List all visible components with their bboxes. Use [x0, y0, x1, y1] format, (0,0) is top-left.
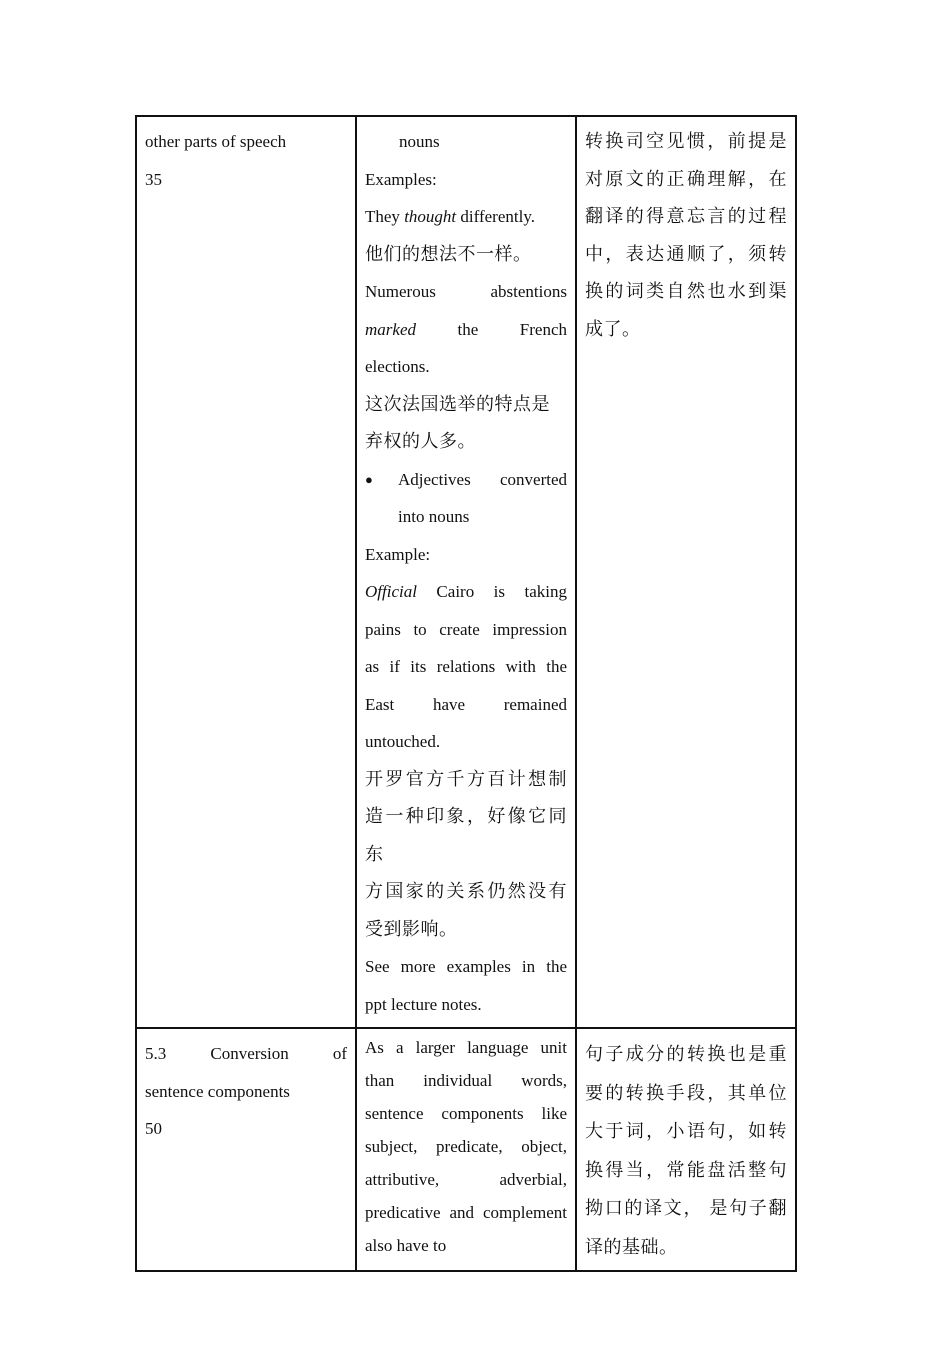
- topic-page-number: 50: [145, 1119, 162, 1138]
- bullet-text: Adjectives converted: [398, 469, 567, 489]
- example-sentence: pains to create impression: [365, 619, 567, 639]
- commentary-cell: [576, 1028, 796, 1271]
- example-translation: 方国家的关系仍然没有: [365, 881, 567, 901]
- commentary-text: 转换司空见惯，前提是对原文的正确理解，在翻译的得意忘言的过程中，表达通顺了，须转换的词类自然也水到渠成了。: [585, 131, 787, 339]
- example-sentence: They thought differently.: [365, 207, 535, 226]
- content-cell: [356, 116, 576, 1028]
- example-translation: 这次法国选举的特点是: [365, 393, 550, 414]
- bullet-text: into nouns: [398, 507, 470, 526]
- example-sentence: East have remained: [365, 694, 567, 714]
- example-sentence: Official Cairo is taking: [365, 582, 567, 601]
- table-row: [136, 1028, 796, 1271]
- bullet-icon: ●: [365, 471, 373, 487]
- subheading: nouns: [399, 132, 440, 151]
- table-row: [136, 116, 796, 1028]
- more-examples-note: ppt lecture notes.: [365, 994, 482, 1014]
- examples-label: Examples:: [365, 169, 437, 189]
- commentary-cell: [576, 116, 796, 1028]
- example-sentence: elections.: [365, 357, 430, 376]
- example-translation: 他们的想法不一样。: [365, 243, 532, 264]
- example-sentence: untouched.: [365, 732, 441, 751]
- topic-cell: [136, 1028, 356, 1271]
- content-table: [135, 115, 797, 1272]
- more-examples-note: See more examples in the: [365, 957, 567, 976]
- example-translation: 造一种印象，好像它同东: [365, 806, 567, 864]
- example-sentence: Numerous abstentions: [365, 282, 567, 301]
- topic-title: 5.3 Conversion of: [145, 1044, 347, 1063]
- bullet-item: [365, 461, 567, 536]
- example-sentence: marked the French: [365, 319, 567, 339]
- commentary-text: 句子成分的转换也是重要的转换手段，其单位大于词，小语句，如转换得当，常能盘活整句拗口的译文， 是句子翻译的基础。: [585, 1044, 787, 1257]
- example-label: Example:: [365, 544, 431, 564]
- example-sentence: as if its relations with the: [365, 657, 567, 676]
- topic-title: other parts of speech: [145, 132, 287, 151]
- example-translation: 开罗官方千方百计想制: [365, 768, 567, 789]
- topic-title: sentence components: [145, 1081, 290, 1101]
- example-translation: 受到影响。: [365, 918, 458, 939]
- content-cell: [356, 1028, 576, 1271]
- section-text: As a larger language unit than individual words, sentence components like subject, predicate, object, attributive, adverbial, predicative and complement also have to: [365, 1038, 567, 1255]
- example-translation: 弃权的人多。: [365, 431, 476, 451]
- topic-cell: [136, 116, 356, 1028]
- topic-page-number: 35: [145, 169, 162, 189]
